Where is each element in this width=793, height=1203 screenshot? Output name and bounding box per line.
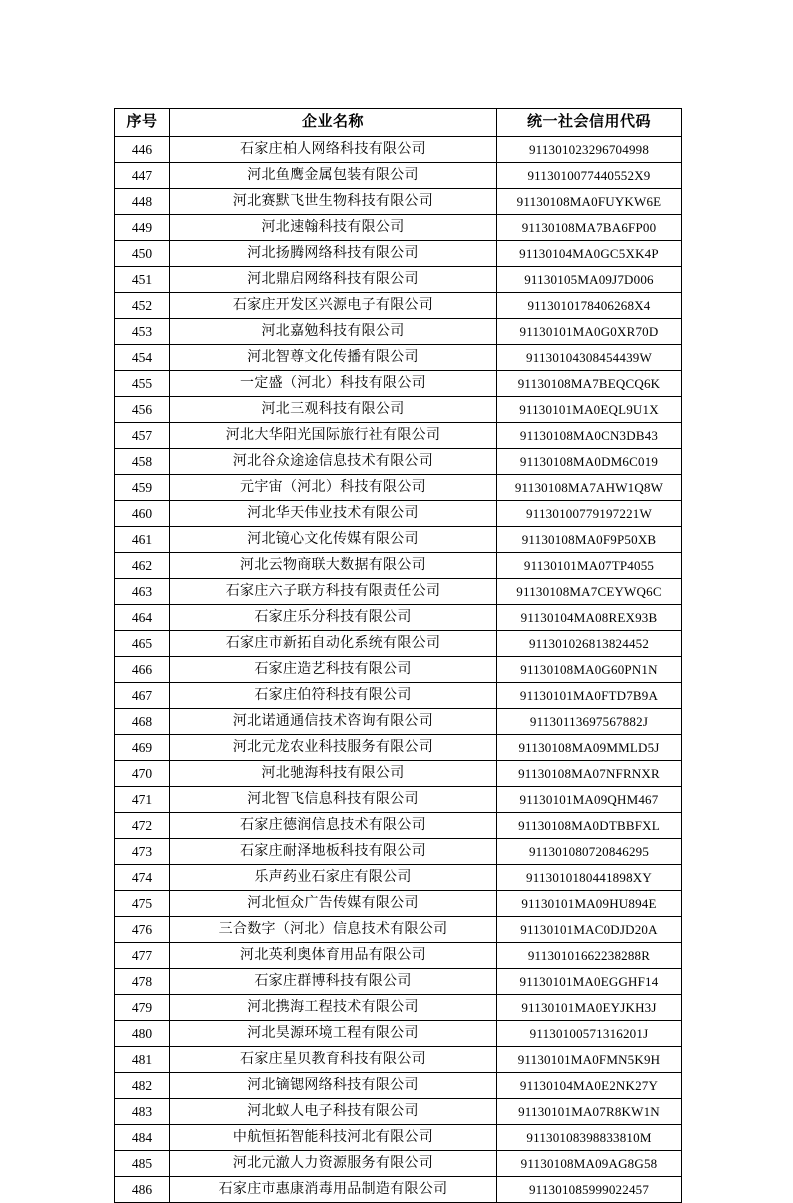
table-row [115, 267, 682, 293]
table-row [115, 787, 682, 813]
cell-enterprise-name: 河北镝锶网络科技有限公司 [170, 1073, 497, 1099]
cell-sequence: 453 [115, 319, 170, 345]
cell-sequence: 450 [115, 241, 170, 267]
cell-enterprise-name: 河北恒众广告传媒有限公司 [170, 891, 497, 917]
cell-credit-code: 91130101MA09HU894E [497, 891, 682, 917]
table-row [115, 397, 682, 423]
cell-sequence: 478 [115, 969, 170, 995]
table-row [115, 1073, 682, 1099]
cell-enterprise-name: 河北驰海科技有限公司 [170, 761, 497, 787]
cell-credit-code: 91130104308454439W [497, 345, 682, 371]
table-row [115, 241, 682, 267]
table-row [115, 423, 682, 449]
table-row [115, 605, 682, 631]
column-header-sequence: 序号 [115, 109, 170, 137]
cell-enterprise-name: 河北元澈人力资源服务有限公司 [170, 1151, 497, 1177]
cell-sequence: 462 [115, 553, 170, 579]
table-row [115, 735, 682, 761]
table-row [115, 319, 682, 345]
table-row [115, 293, 682, 319]
cell-enterprise-name: 河北携海工程技术有限公司 [170, 995, 497, 1021]
cell-enterprise-name: 石家庄乐分科技有限公司 [170, 605, 497, 631]
cell-sequence: 475 [115, 891, 170, 917]
document-page [114, 108, 681, 1203]
cell-sequence: 447 [115, 163, 170, 189]
cell-sequence: 485 [115, 1151, 170, 1177]
cell-sequence: 467 [115, 683, 170, 709]
cell-credit-code: 91130108MA07NFRNXR [497, 761, 682, 787]
cell-sequence: 473 [115, 839, 170, 865]
cell-sequence: 468 [115, 709, 170, 735]
cell-enterprise-name: 一定盛（河北）科技有限公司 [170, 371, 497, 397]
cell-enterprise-name: 河北镜心文化传媒有限公司 [170, 527, 497, 553]
cell-sequence: 463 [115, 579, 170, 605]
cell-enterprise-name: 河北华天伟业技术有限公司 [170, 501, 497, 527]
cell-credit-code: 911301085999022457 [497, 1177, 682, 1203]
cell-credit-code: 91130101MA0EYJKH3J [497, 995, 682, 1021]
cell-enterprise-name: 河北谷众途途信息技术有限公司 [170, 449, 497, 475]
cell-sequence: 483 [115, 1099, 170, 1125]
cell-credit-code: 91130113697567882J [497, 709, 682, 735]
cell-sequence: 474 [115, 865, 170, 891]
cell-sequence: 464 [115, 605, 170, 631]
column-header-credit-code: 统一社会信用代码 [497, 109, 682, 137]
cell-credit-code: 91130104MA0E2NK27Y [497, 1073, 682, 1099]
cell-sequence: 476 [115, 917, 170, 943]
cell-credit-code: 91130101MAC0DJD20A [497, 917, 682, 943]
table-row [115, 527, 682, 553]
cell-credit-code: 9113010180441898XY [497, 865, 682, 891]
cell-credit-code: 91130108MA09AG8G58 [497, 1151, 682, 1177]
cell-sequence: 465 [115, 631, 170, 657]
cell-sequence: 469 [115, 735, 170, 761]
table-row [115, 865, 682, 891]
cell-enterprise-name: 石家庄群博科技有限公司 [170, 969, 497, 995]
cell-enterprise-name: 石家庄德润信息技术有限公司 [170, 813, 497, 839]
table-row [115, 579, 682, 605]
cell-enterprise-name: 河北鼎启网络科技有限公司 [170, 267, 497, 293]
table-row [115, 449, 682, 475]
cell-enterprise-name: 河北智飞信息科技有限公司 [170, 787, 497, 813]
table-row [115, 1125, 682, 1151]
cell-enterprise-name: 石家庄柏人网络科技有限公司 [170, 137, 497, 163]
cell-credit-code: 91130100571316201J [497, 1021, 682, 1047]
cell-credit-code: 91130101MA07R8KW1N [497, 1099, 682, 1125]
cell-credit-code: 91130105MA09J7D006 [497, 267, 682, 293]
cell-credit-code: 91130108MA0F9P50XB [497, 527, 682, 553]
cell-credit-code: 91130108MA7BA6FP00 [497, 215, 682, 241]
cell-sequence: 455 [115, 371, 170, 397]
table-row [115, 163, 682, 189]
table-row [115, 761, 682, 787]
cell-enterprise-name: 石家庄星贝教育科技有限公司 [170, 1047, 497, 1073]
table-row [115, 1047, 682, 1073]
cell-enterprise-name: 乐声药业石家庄有限公司 [170, 865, 497, 891]
table-row [115, 943, 682, 969]
cell-enterprise-name: 石家庄市惠康消毒用品制造有限公司 [170, 1177, 497, 1203]
cell-enterprise-name: 石家庄市新拓自动化系统有限公司 [170, 631, 497, 657]
cell-sequence: 479 [115, 995, 170, 1021]
cell-enterprise-name: 河北元龙农业科技服务有限公司 [170, 735, 497, 761]
cell-credit-code: 91130104MA0GC5XK4P [497, 241, 682, 267]
cell-credit-code: 91130101MA09QHM467 [497, 787, 682, 813]
cell-enterprise-name: 河北鱼鹰金属包装有限公司 [170, 163, 497, 189]
table-row [115, 371, 682, 397]
cell-sequence: 449 [115, 215, 170, 241]
cell-enterprise-name: 河北赛默飞世生物科技有限公司 [170, 189, 497, 215]
table-row [115, 813, 682, 839]
enterprise-registry-table [114, 108, 682, 1203]
column-header-enterprise-name: 企业名称 [170, 109, 497, 137]
table-row [115, 657, 682, 683]
cell-sequence: 459 [115, 475, 170, 501]
cell-enterprise-name: 河北智尊文化传播有限公司 [170, 345, 497, 371]
cell-enterprise-name: 石家庄造艺科技有限公司 [170, 657, 497, 683]
table-row [115, 891, 682, 917]
cell-credit-code: 91130108MA7CEYWQ6C [497, 579, 682, 605]
cell-credit-code: 911301026813824452 [497, 631, 682, 657]
cell-sequence: 446 [115, 137, 170, 163]
cell-credit-code: 91130101MA0FTD7B9A [497, 683, 682, 709]
cell-sequence: 448 [115, 189, 170, 215]
cell-sequence: 456 [115, 397, 170, 423]
cell-sequence: 466 [115, 657, 170, 683]
cell-credit-code: 91130101662238288R [497, 943, 682, 969]
cell-credit-code: 91130100779197221W [497, 501, 682, 527]
cell-credit-code: 911301023296704998 [497, 137, 682, 163]
table-row [115, 137, 682, 163]
cell-enterprise-name: 河北大华阳光国际旅行社有限公司 [170, 423, 497, 449]
cell-credit-code: 91130108MA7BEQCQ6K [497, 371, 682, 397]
cell-credit-code: 9113010178406268X4 [497, 293, 682, 319]
cell-enterprise-name: 石家庄开发区兴源电子有限公司 [170, 293, 497, 319]
cell-credit-code: 9113010077440552X9 [497, 163, 682, 189]
table-header [115, 109, 682, 137]
cell-sequence: 470 [115, 761, 170, 787]
cell-enterprise-name: 河北云物商联大数据有限公司 [170, 553, 497, 579]
table-row [115, 1099, 682, 1125]
cell-enterprise-name: 河北嘉勉科技有限公司 [170, 319, 497, 345]
cell-credit-code: 91130108398833810M [497, 1125, 682, 1151]
table-row [115, 189, 682, 215]
cell-credit-code: 911301080720846295 [497, 839, 682, 865]
cell-enterprise-name: 三合数字（河北）信息技术有限公司 [170, 917, 497, 943]
cell-enterprise-name: 河北蚁人电子科技有限公司 [170, 1099, 497, 1125]
table-row [115, 215, 682, 241]
table-row [115, 475, 682, 501]
cell-sequence: 484 [115, 1125, 170, 1151]
cell-sequence: 460 [115, 501, 170, 527]
cell-enterprise-name: 河北三观科技有限公司 [170, 397, 497, 423]
cell-sequence: 477 [115, 943, 170, 969]
cell-credit-code: 91130108MA0DTBBFXL [497, 813, 682, 839]
cell-credit-code: 91130108MA0FUYKW6E [497, 189, 682, 215]
table-row [115, 345, 682, 371]
cell-credit-code: 91130101MA0G0XR70D [497, 319, 682, 345]
cell-credit-code: 91130108MA09MMLD5J [497, 735, 682, 761]
cell-credit-code: 91130108MA0CN3DB43 [497, 423, 682, 449]
cell-enterprise-name: 石家庄耐泽地板科技有限公司 [170, 839, 497, 865]
cell-enterprise-name: 元宇宙（河北）科技有限公司 [170, 475, 497, 501]
cell-sequence: 481 [115, 1047, 170, 1073]
cell-sequence: 458 [115, 449, 170, 475]
table-row [115, 969, 682, 995]
table-row [115, 1177, 682, 1203]
cell-enterprise-name: 河北英利奥体育用品有限公司 [170, 943, 497, 969]
table-header-row [115, 109, 682, 137]
cell-sequence: 471 [115, 787, 170, 813]
cell-sequence: 480 [115, 1021, 170, 1047]
cell-credit-code: 91130108MA7AHW1Q8W [497, 475, 682, 501]
cell-enterprise-name: 河北昊源环境工程有限公司 [170, 1021, 497, 1047]
table-row [115, 917, 682, 943]
cell-credit-code: 91130101MA07TP4055 [497, 553, 682, 579]
table-row [115, 995, 682, 1021]
cell-enterprise-name: 河北扬腾网络科技有限公司 [170, 241, 497, 267]
cell-sequence: 454 [115, 345, 170, 371]
cell-sequence: 451 [115, 267, 170, 293]
cell-enterprise-name: 河北速翰科技有限公司 [170, 215, 497, 241]
cell-sequence: 457 [115, 423, 170, 449]
table-row [115, 683, 682, 709]
table-row [115, 631, 682, 657]
cell-credit-code: 91130104MA08REX93B [497, 605, 682, 631]
cell-credit-code: 91130101MA0EQL9U1X [497, 397, 682, 423]
cell-enterprise-name: 石家庄六子联方科技有限责任公司 [170, 579, 497, 605]
table-row [115, 839, 682, 865]
table-row [115, 709, 682, 735]
cell-credit-code: 91130101MA0FMN5K9H [497, 1047, 682, 1073]
table-body [115, 137, 682, 1203]
cell-sequence: 461 [115, 527, 170, 553]
cell-sequence: 482 [115, 1073, 170, 1099]
table-row [115, 1151, 682, 1177]
cell-credit-code: 91130101MA0EGGHF14 [497, 969, 682, 995]
cell-credit-code: 91130108MA0DM6C019 [497, 449, 682, 475]
cell-sequence: 486 [115, 1177, 170, 1203]
table-row [115, 1021, 682, 1047]
cell-enterprise-name: 中航恒拓智能科技河北有限公司 [170, 1125, 497, 1151]
cell-sequence: 452 [115, 293, 170, 319]
cell-enterprise-name: 河北诺通通信技术咨询有限公司 [170, 709, 497, 735]
table-row [115, 501, 682, 527]
cell-credit-code: 91130108MA0G60PN1N [497, 657, 682, 683]
table-row [115, 553, 682, 579]
cell-sequence: 472 [115, 813, 170, 839]
cell-enterprise-name: 石家庄伯符科技有限公司 [170, 683, 497, 709]
